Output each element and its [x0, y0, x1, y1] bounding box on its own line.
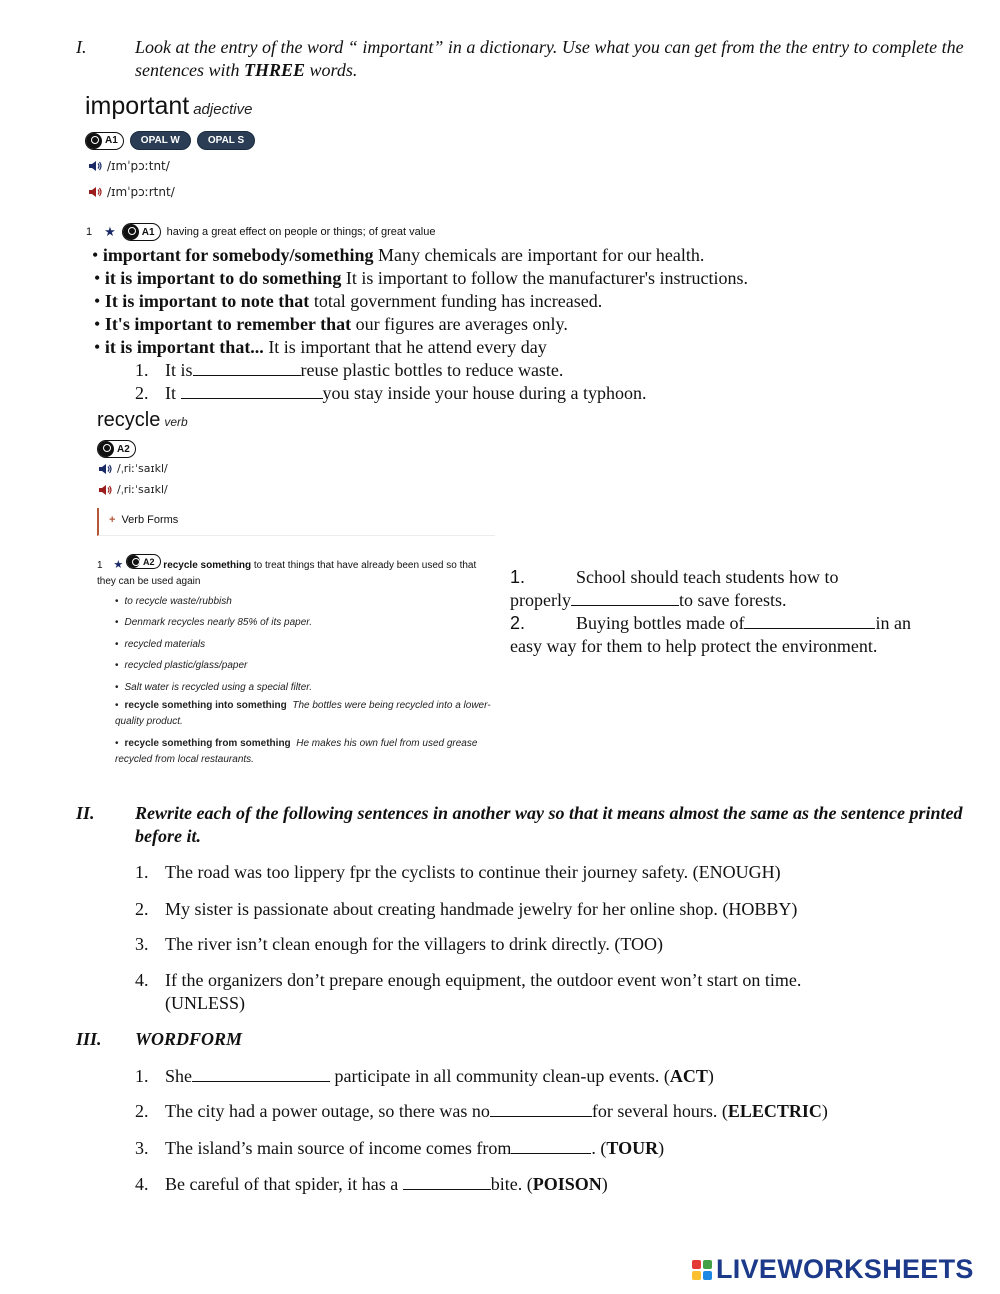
pronunciation-uk [88, 159, 170, 173]
answer-blank[interactable] [193, 359, 301, 376]
answer-blank[interactable] [181, 382, 323, 399]
oxford-level-badge: A1 [85, 132, 124, 150]
oxford-key-icon [127, 555, 140, 568]
wordform-item-1: 1. She participate in all community clean-up events. (ACT) [135, 1066, 714, 1086]
star-icon: ★ [104, 224, 116, 239]
sense-1-important [86, 223, 435, 241]
opal-w-badge: OPAL W [130, 131, 191, 150]
liveworksheets-logo[interactable] [692, 1254, 974, 1285]
oxford-level-badge: A2 [97, 440, 136, 458]
pron-us-text: /ɪmˈpɔːrtnt/ [107, 185, 175, 199]
instruction-text: Look at the entry of the word “ important” in a dictionary. Use what you can get from the the entry to complete the sentences with [135, 37, 964, 80]
pronunciation-us [88, 185, 175, 199]
recycle-examples [115, 591, 495, 698]
instruction-emphasis: THREE [243, 60, 305, 80]
definition: to treat things that have already been used so that they can be used again [97, 560, 477, 587]
question-important-2: 2. It you stay inside your house during a typhoon. [135, 383, 647, 403]
question-recycle-1: 1. School should teach students how to properly to save forests. [510, 567, 839, 610]
dictionary-entry-important [85, 92, 252, 121]
sense-number: 1 [86, 226, 93, 238]
opal-s-badge: OPAL S [197, 131, 255, 150]
oxford-key-icon [123, 224, 139, 240]
example-item: • Denmark recycles nearly 85% of its paper. [115, 617, 313, 629]
recycle-pattern-from: • recycle something from something He makes his own fuel from used grease recycled from local restaurants. [115, 738, 478, 765]
section3-title: WORDFORM [135, 1029, 243, 1049]
pattern-item: • it is important to do something It is important to follow the manufacturer's instructions. [94, 268, 748, 288]
wordform-item-3: 3. The island’s main source of income comes from . (TOUR) [135, 1138, 665, 1158]
speaker-uk-icon[interactable] [98, 463, 112, 475]
answer-blank[interactable] [490, 1100, 592, 1117]
section1-instruction [135, 36, 975, 82]
pron-uk-text: /ˌriːˈsaɪkl/ [117, 462, 168, 475]
section2-numeral: II. [76, 803, 95, 823]
rewrite-item-1: 1. The road was too lippery fpr the cyclists to continue their journey safety. (ENOUGH) [135, 862, 781, 882]
example-item: • recycled plastic/glass/paper [115, 660, 248, 672]
rewrite-item-4: 4. If the organizers don’t prepare enough equipment, the outdoor event won’t start on time. (UNLESS) [135, 970, 802, 1013]
section2-instruction: Rewrite each of the following sentences in another way so that it means almost the same as the sentence printed before it. [135, 803, 963, 846]
example-item: • Salt water is recycled using a special filter. [115, 681, 313, 693]
speaker-uk-icon[interactable] [88, 160, 102, 172]
answer-blank[interactable] [744, 612, 875, 629]
sense-number: 1 [97, 560, 103, 571]
level-badges [85, 131, 255, 150]
plus-icon: + [109, 514, 116, 526]
rewrite-item-2: 2. My sister is passionate about creating handmade jewelry for her online shop. (HOBBY) [135, 899, 798, 919]
instruction-text-end: words. [305, 60, 358, 80]
verb-forms-label: Verb Forms [121, 514, 179, 526]
pron-uk-text: /ɪmˈpɔːtnt/ [107, 159, 170, 173]
sense-1-recycle [97, 554, 495, 590]
speaker-us-icon[interactable] [88, 186, 102, 198]
headword: important [85, 92, 190, 120]
part-of-speech: adjective [193, 101, 253, 118]
recycle-level [97, 440, 136, 462]
answer-blank[interactable] [403, 1173, 491, 1190]
answer-blank[interactable] [192, 1065, 330, 1082]
pronunciation-uk [98, 462, 168, 475]
pattern-item: • It's important to remember that our figures are averages only. [94, 314, 568, 334]
question-recycle-2: 2. Buying bottles made of in an easy way for them to help protect the environment. [510, 613, 911, 656]
answer-blank[interactable] [571, 589, 679, 606]
part-of-speech: verb [164, 415, 188, 429]
pattern-item: • It is important to note that total government funding has increased. [94, 291, 603, 311]
example-item: • recycled materials [115, 638, 206, 650]
pattern-item: • important for somebody/something Many chemicals are important for our health. [92, 245, 705, 265]
sense-level-badge: A1 [122, 223, 161, 241]
verb-forms-toggle[interactable] [97, 508, 495, 536]
pattern-item: • it is important that... It is important that he attend every day [94, 337, 547, 357]
logo-mark-icon [692, 1260, 712, 1280]
definition: having a great effect on people or things; of great value [166, 226, 436, 238]
speaker-us-icon[interactable] [98, 484, 112, 496]
sense-pattern: recycle something [163, 560, 252, 571]
answer-blank[interactable] [511, 1137, 591, 1154]
oxford-key-icon [86, 133, 102, 149]
section3-numeral: III. [76, 1029, 102, 1049]
usage-patterns [92, 244, 972, 359]
wordform-item-2: 2. The city had a power outage, so there was no for several hours. (ELECTRIC) [135, 1101, 828, 1121]
rewrite-item-3: 3. The river isn’t clean enough for the villagers to drink directly. (TOO) [135, 934, 664, 954]
pronunciation-us [98, 483, 168, 496]
pron-us-text: /ˌriːˈsaɪkl/ [117, 483, 168, 496]
example-item: • to recycle waste/rubbish [115, 596, 232, 607]
sense-level-badge: A2 [126, 554, 161, 569]
oxford-key-icon [98, 441, 114, 457]
question-important-1: 1. It is reuse plastic bottles to reduce waste. [135, 360, 564, 380]
headword: recycle [97, 409, 161, 431]
dictionary-entry-recycle [97, 409, 188, 432]
logo-text: LIVEWORKSHEETS [716, 1254, 974, 1284]
wordform-item-4: 4. Be careful of that spider, it has a bite. (POISON) [135, 1174, 608, 1194]
star-icon: ★ [113, 559, 124, 571]
section1-numeral: I. [76, 37, 87, 57]
recycle-pattern-into: • recycle something into something The bottles were being recycled into a lower-quality product. [115, 700, 491, 727]
